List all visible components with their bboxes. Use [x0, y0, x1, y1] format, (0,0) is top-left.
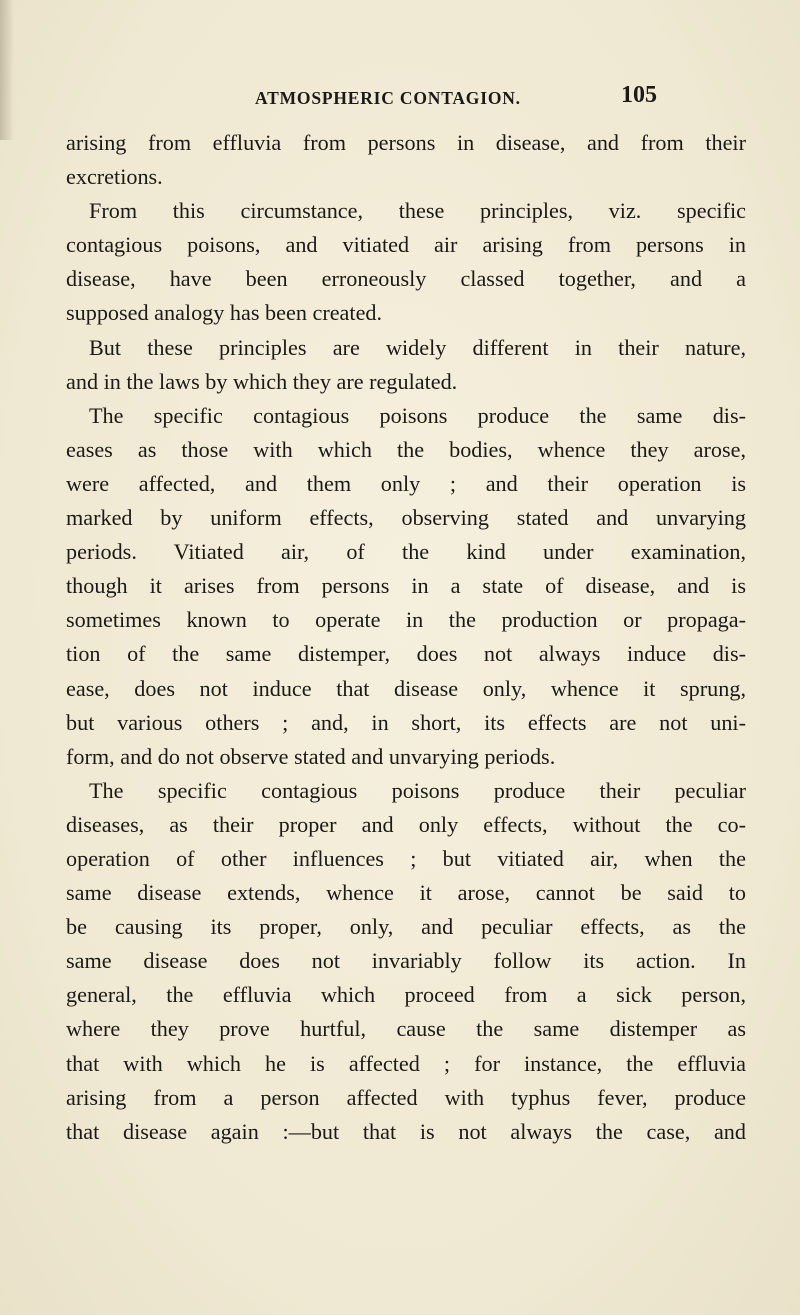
page-header: [0, 84, 800, 114]
text-line: arising from effluvia from persons in disease, and from their: [66, 130, 746, 155]
text-line: disease, have been erroneously classed together, and a: [66, 266, 746, 292]
running-title: ATMOSPHERIC CONTAGION.: [255, 88, 521, 108]
text-line: same disease does not invariably follow its action. In: [66, 948, 746, 974]
text-line: The specific contagious poisons produce the same dis-: [89, 402, 746, 428]
text-line: but various others ; and, in short, its effects are not uni-: [66, 709, 746, 735]
text-line: that with which he is affected ; for instance, the effluvia: [66, 1050, 746, 1076]
text-line: But these principles are widely different in their nature,: [89, 334, 746, 360]
text-line: From this circumstance, these principles, viz. specific: [89, 198, 746, 224]
text-line: tion of the same distemper, does not always induce dis-: [66, 641, 746, 667]
text-line: were affected, and them only ; and their operation is: [66, 470, 746, 496]
text-line: same disease extends, whence it arose, cannot be said to: [66, 880, 746, 906]
text-line: operation of other influences ; but vitiated air, when the: [66, 845, 746, 871]
text-line: form, and do not observe stated and unvarying periods.: [66, 743, 556, 769]
text-line: though it arises from persons in a state of disease, and is: [66, 573, 746, 599]
text-line: The specific contagious poisons produce their peculiar: [89, 777, 746, 803]
text-line: general, the effluvia which proceed from a sick person,: [66, 982, 746, 1008]
text-line: where they prove hurtful, cause the same distemper as: [66, 1016, 746, 1042]
text-line: be causing its proper, only, and peculiar effects, as the: [66, 914, 746, 940]
text-line: excretions.: [66, 164, 163, 190]
text-line: marked by uniform effects, observing stated and unvarying: [66, 505, 746, 531]
text-line: diseases, as their proper and only effects, without the co-: [66, 811, 746, 837]
binding-shadow: [0, 0, 14, 140]
text-line: arising from a person affected with typhus fever, produce: [66, 1084, 746, 1110]
text-line: periods. Vitiated air, of the kind under examination,: [66, 539, 746, 565]
text-line: and in the laws by which they are regulated.: [66, 368, 458, 394]
text-line: supposed analogy has been created.: [66, 300, 383, 326]
page-number: 105: [621, 82, 657, 108]
text-line: that disease again :—but that is not always the case, and: [66, 1118, 746, 1144]
text-line: contagious poisons, and vitiated air arising from persons in: [66, 232, 746, 258]
text-line: eases as those with which the bodies, whence they arose,: [66, 436, 746, 462]
text-line: ease, does not induce that disease only, whence it sprung,: [66, 675, 746, 701]
text-line: sometimes known to operate in the production or propaga-: [66, 607, 746, 633]
body-text: [66, 126, 746, 1149]
